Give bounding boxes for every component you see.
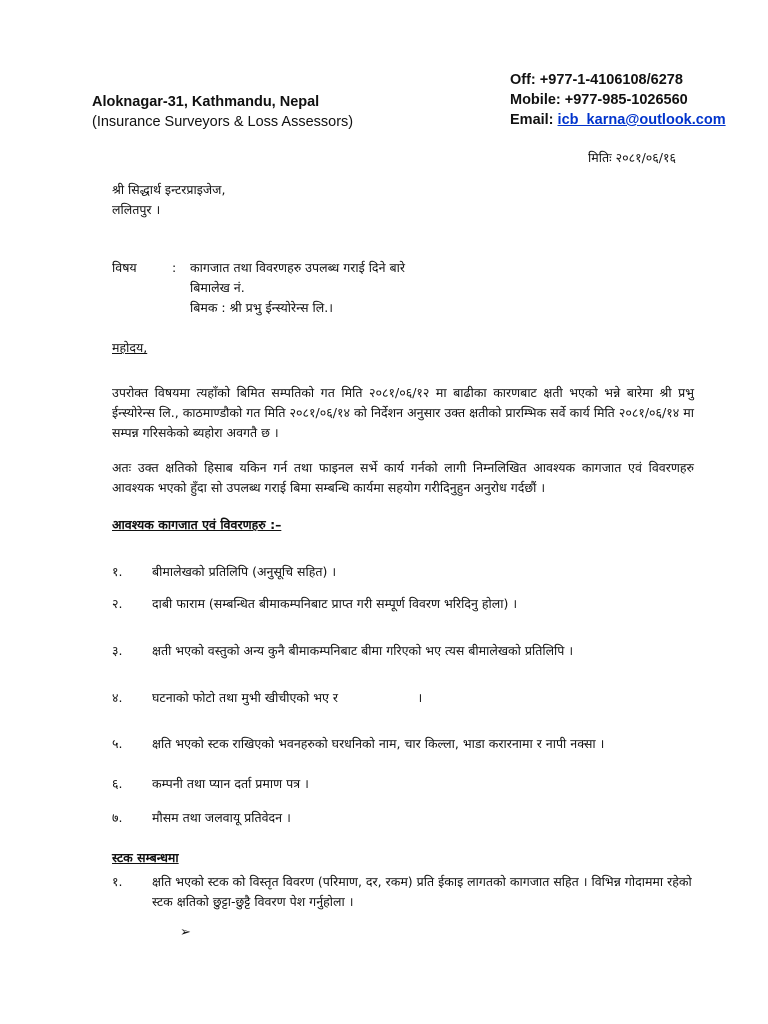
recipient-name: श्री सिद्धार्थ इन्टरप्राइजेज, [112, 182, 226, 197]
email-line [510, 110, 726, 130]
subject-label: विषय [112, 260, 137, 275]
list-item-number: १. [112, 564, 123, 579]
salutation: महोदय, [112, 340, 148, 355]
subject-colon: : [172, 260, 177, 275]
list-item-text: मौसम तथा जलवायू प्रतिवेदन । [152, 810, 291, 825]
subject-line-2: बिमालेख नं. [190, 280, 245, 295]
arrow-bullet-icon: ➢ [180, 925, 191, 940]
list-item-number: ४. [112, 690, 123, 705]
list-item-number: ६. [112, 776, 123, 791]
list-item-number: १. [112, 874, 123, 889]
documents-heading: आवश्यक कागजात एवं विवरणहरु :– [112, 517, 282, 532]
company-address: Aloknagar-31, Kathmandu, Nepal [92, 94, 320, 110]
list-item-number: २. [112, 596, 123, 611]
subject-line-1: कागजात तथा विवरणहरु उपलब्ध गराई दिने बारे [190, 260, 405, 275]
letterhead-left [92, 92, 353, 132]
subject-lines [190, 258, 405, 318]
letter-date: मितिः २०८१/०६/१६ [588, 150, 676, 165]
recipient-place: ललितपुर । [112, 202, 161, 217]
body-paragraph-2: अतः उक्त क्षतिको हिसाब यकिन गर्न तथा फाइनल सर्भे कार्य गर्नको लागी निम्नलिखित आवश्यक कागजात एवं विवरणहरु आवश्यक भएको हुँदा सो उपलब्ध गराई बिमा सम्बन्धि कार्यमा सहयोग गरीदिनुहुन अनुरोध गर्दछौं । [112, 460, 694, 495]
body-paragraph-1: उपरोक्त विषयमा त्यहाँको बिमित सम्पतिको गत मिति २०८१/०६/१२ मा बाढीका कारणबाट क्षती भएको भन्ने बारेमा श्री प्रभु ईन्स्योरेन्स लि., काठमाण्डौको गत मिति २०८१/०६/१४ को निर्देशन अनुसार उक्त क्षतीको प्रारम्भिक सर्वे कार्य मिति २०८१/०६/१४ मा सम्पन्न गरिसकेको ब्यहोरा अवगतै छ । [112, 385, 694, 440]
stock-heading: स्टक सम्बन्धमा [112, 850, 179, 865]
list-item-number: ३. [112, 643, 123, 658]
list-item-text: कम्पनी तथा प्यान दर्ता प्रमाण पत्र । [152, 776, 309, 791]
email-link[interactable]: icb_karna@outlook.com [557, 112, 726, 128]
list-item-text: क्षति भएको स्टक राखिएको भवनहरुको घरधनिको नाम, चार किल्ला, भाडा करारनामा र नापी नक्सा । [152, 736, 605, 751]
company-tagline: (Insurance Surveyors & Loss Assessors) [92, 114, 354, 130]
list-item-text: दाबी फाराम (सम्बन्धित बीमाकम्पनिबाट प्राप्त गरी सम्पूर्ण विवरण भरिदिनु होला) । [152, 596, 518, 611]
list-item-number: ७. [112, 810, 123, 825]
list-item-number: ५. [112, 736, 123, 751]
list-item-text: क्षती भएको वस्तुको अन्य कुनै बीमाकम्पनिबाट बीमा गरिएको भए त्यस बीमालेखको प्रतिलिपि । [152, 643, 574, 658]
mobile-phone: Mobile: +977-985-1026560 [510, 92, 688, 108]
list-item-text: क्षति भएको स्टक को विस्तृत विवरण (परिमाण, दर, रकम) प्रति ईकाइ लागतको कागजात सहित । विभिन्न गोदाममा रहेको स्टक क्षतिको छुट्टा-छुट्टै विवरण पेश गर्नुहोला । [152, 874, 692, 909]
office-phone: Off: +977-1-4106108/6278 [510, 72, 683, 88]
recipient-block [112, 180, 225, 220]
list-item-text: घटनाको फोटो तथा मुभी खीचीएको भए र । [152, 690, 423, 705]
email-label: Email: [510, 112, 558, 128]
subject-line-3: बिमक : श्री प्रभु ईन्स्योरेन्स लि.। [190, 300, 333, 315]
list-item-text: बीमालेखको प्रतिलिपि (अनुसूचि सहित) । [152, 564, 337, 579]
letterhead-contacts [510, 70, 726, 130]
